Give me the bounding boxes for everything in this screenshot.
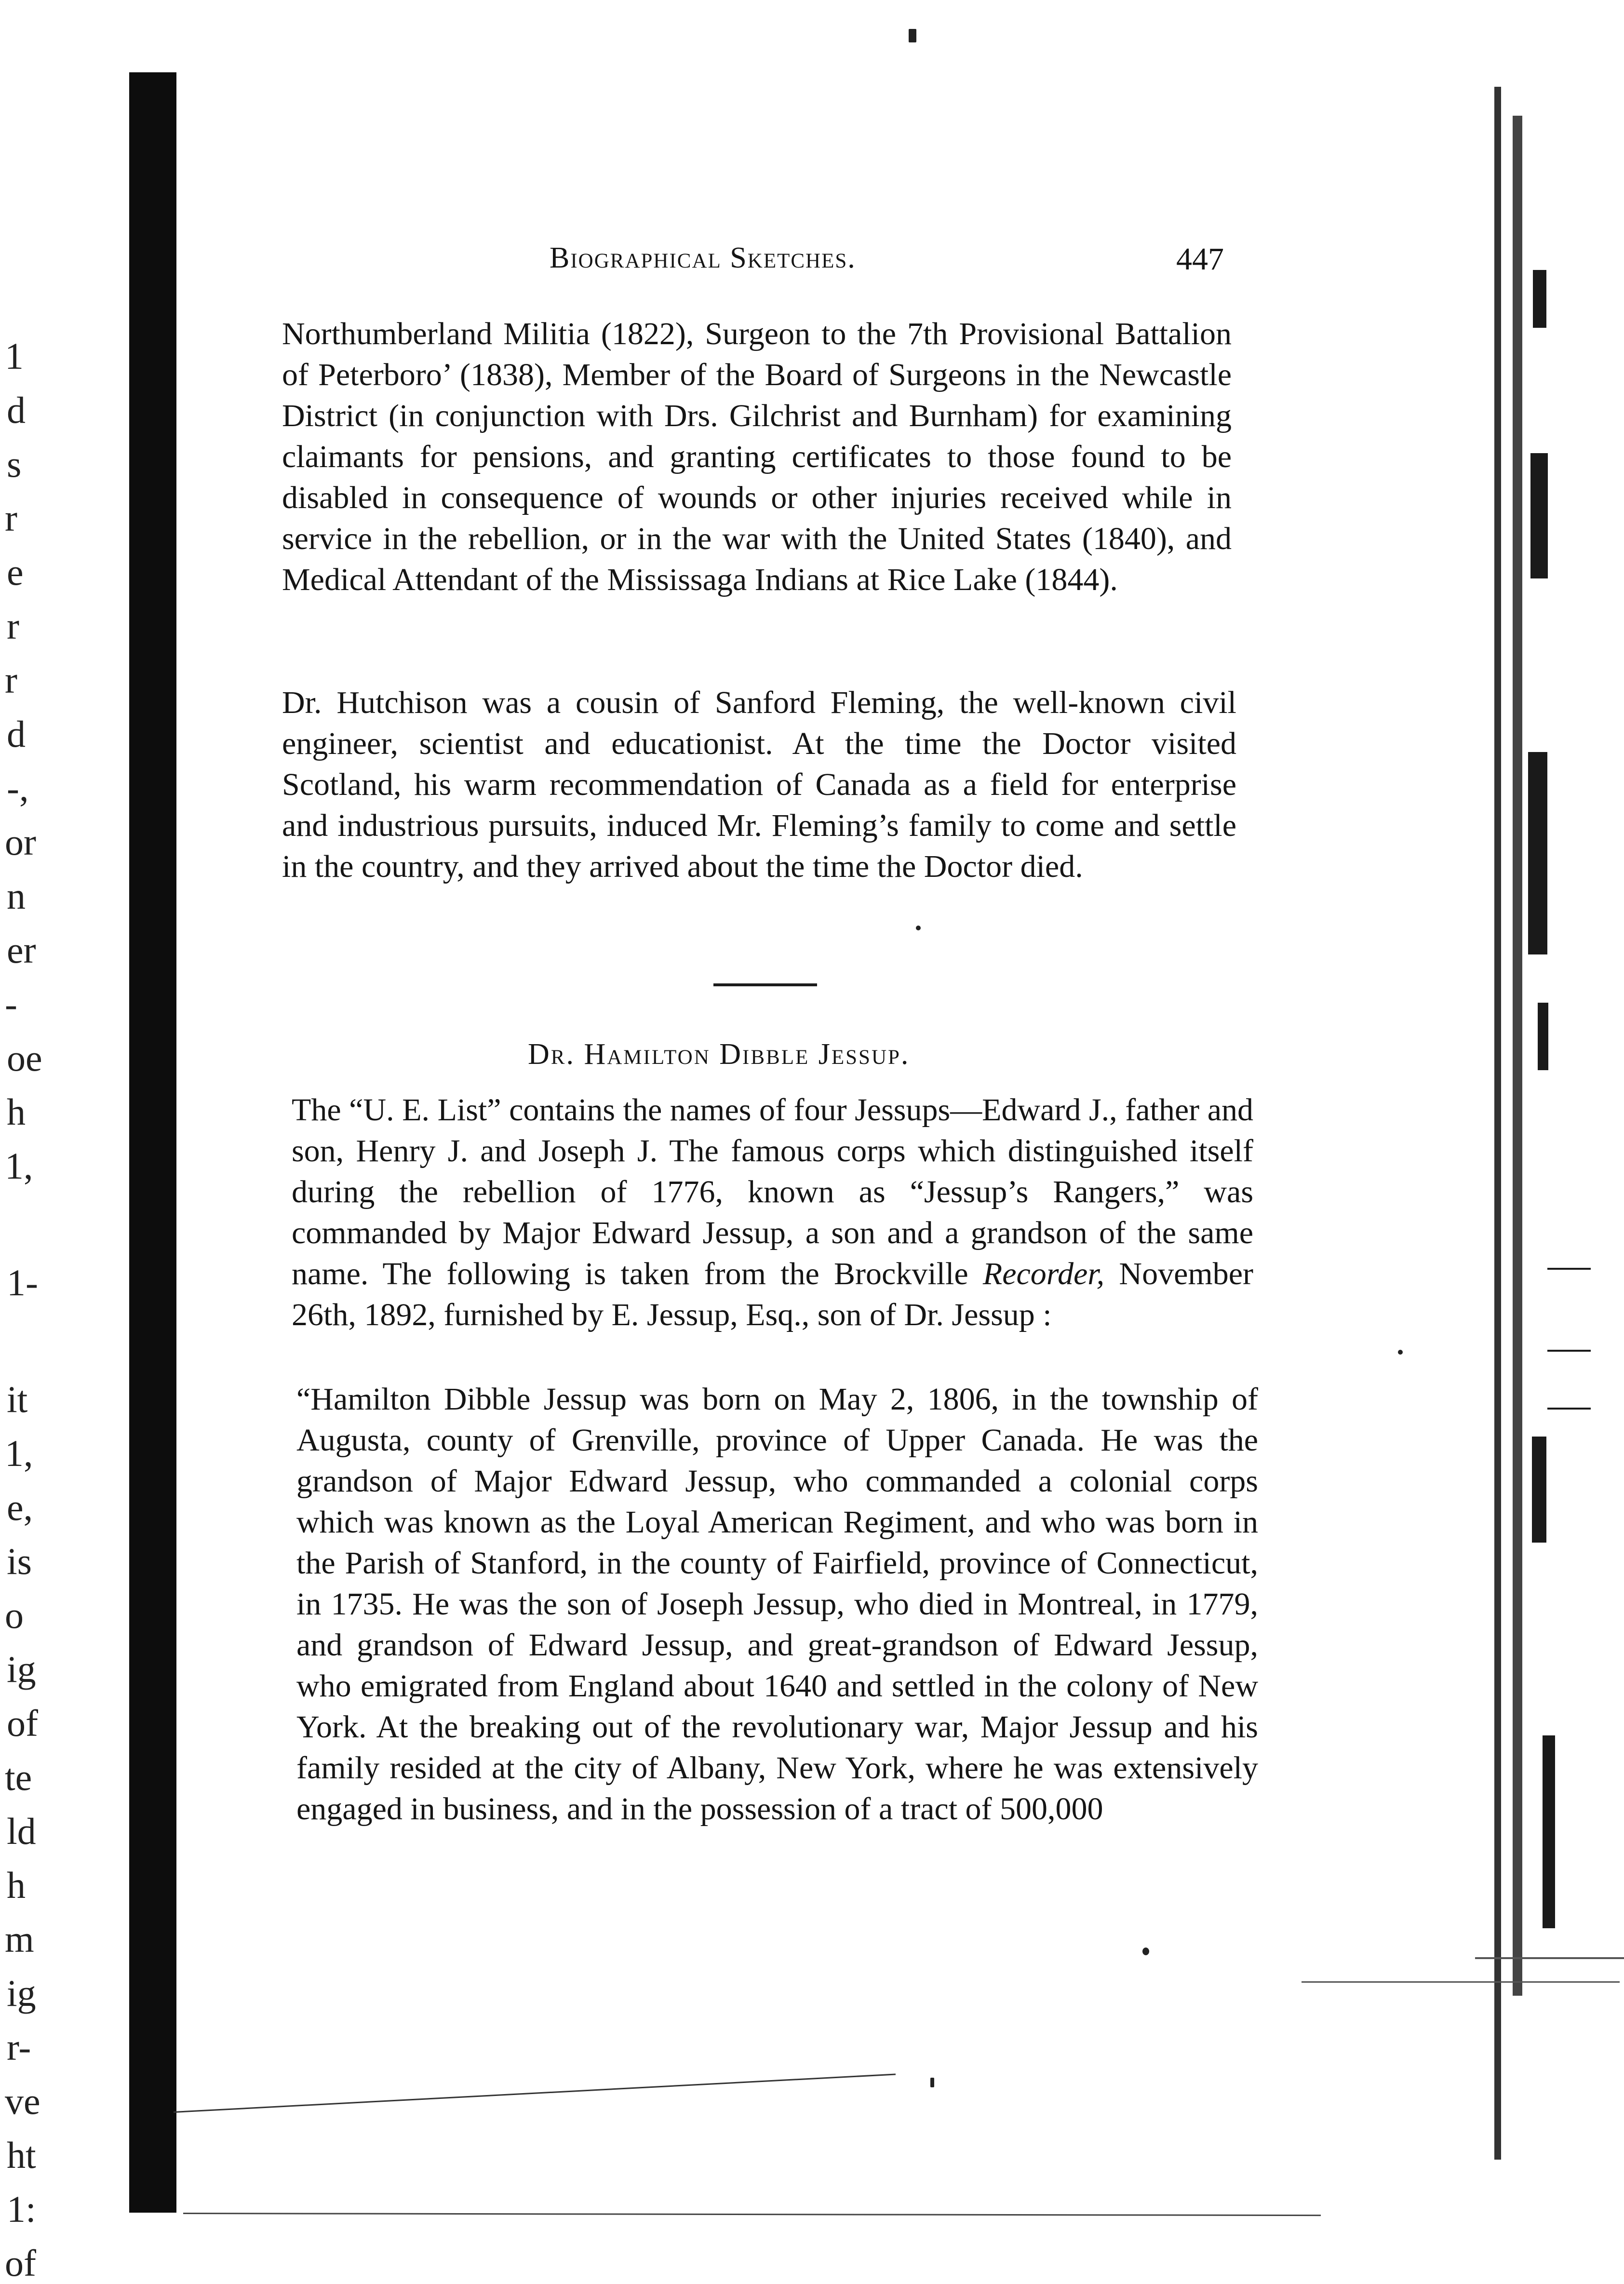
margin-fragment: h <box>7 1091 26 1133</box>
paragraph-text <box>292 1089 1253 1335</box>
margin-fragment: m <box>5 1918 34 1960</box>
paragraph-hutchison-fleming <box>282 682 1236 887</box>
right-edge-scan-noise <box>1475 87 1624 2262</box>
margin-fragment: is <box>7 1540 32 1582</box>
margin-fragment: er <box>7 929 36 971</box>
scan-speck <box>916 926 921 930</box>
margin-fragment: n <box>7 875 26 917</box>
running-title: Biographical Sketches. <box>550 242 856 274</box>
margin-fragment: 1 <box>5 335 24 377</box>
stray-scan-line <box>174 2073 896 2113</box>
margin-fragment: ig <box>7 1648 36 1690</box>
scan-speck <box>909 29 916 42</box>
scan-speck <box>1142 1948 1149 1955</box>
margin-fragment: ht <box>7 2134 36 2176</box>
margin-fragment: ig <box>7 1972 36 2014</box>
margin-fragment: te <box>5 1756 32 1798</box>
intro-text-start: The “U. E. List” contains the names of four Jessups—Edward J., father and son, Henry J. and Joseph J. The famous corps which distinguished itself during the rebellion of 1776, known as “Jessup’s Rangers,” was commanded by Major Edward Jessup, a son and a grandson of the same name. The following is taken from the Brockville <box>292 1092 1253 1291</box>
margin-fragment: -, <box>7 767 29 809</box>
margin-fragment: 1, <box>5 1432 33 1474</box>
page-number: 447 <box>1176 242 1224 277</box>
margin-fragment: ld <box>7 1810 36 1852</box>
margin-fragment: s <box>7 443 22 485</box>
newspaper-title: Recorder, <box>982 1256 1105 1291</box>
margin-fragment: d <box>7 389 26 431</box>
stray-scan-line <box>183 2213 1321 2216</box>
margin-fragment: of <box>5 2242 36 2284</box>
paragraph-text: Dr. Hutchison was a cousin of Sanford Fleming, the well-known civil engineer, scientist and educationist. At the time the Doctor visited Scotland, his warm recommendation of Canada as a field for enterprise and industrious pursuits, induced Mr. Fleming’s family to come and settle in the country, and they arrived about the time the Doctor died. <box>282 685 1236 884</box>
margin-fragment: 1, <box>5 1145 33 1187</box>
scan-speck <box>930 2078 934 2087</box>
margin-fragment: 1- <box>7 1262 38 1303</box>
margin-fragment: 1: <box>7 2188 36 2230</box>
section-heading: Dr. Hamilton Dibble Jessup. <box>528 1038 910 1071</box>
margin-fragment: - <box>5 983 17 1025</box>
paragraph-text: “Hamilton Dibble Jessup was born on May 2, 1806, in the township of Augusta, county of Grenville, province of Upper Canada. He was the grandson of Major Edward Jessup, who commanded a colonial corps which was known as the Loyal American Regiment, and who was born in the Parish of Stanford, in the county of Fairfield, province of Connecticut, in 1735. He was the son of Joseph Jessup, who died in Montreal, in 1779, and grandson of Edward Jessup, and great-grandson of Edward Jessup, who emigrated from England about 1640 and settled in the colony of New York. At the breaking out of the revolutionary war, Major Jessup and his family resided at the city of Albany, New York, where he was extensively engaged in business, and in the possession of a tract of 500,000 <box>296 1382 1258 1827</box>
paragraph-militia-appointments <box>282 313 1232 600</box>
scan-speck <box>1398 1350 1403 1355</box>
margin-fragment: d <box>7 713 26 755</box>
margin-fragment: e, <box>7 1486 33 1528</box>
facing-page-bleed <box>0 0 96 2284</box>
stray-scan-line <box>1302 1981 1620 1983</box>
margin-fragment: it <box>7 1378 28 1420</box>
margin-fragment: r <box>5 497 17 539</box>
paragraph-quoted-biography <box>296 1379 1258 1829</box>
margin-fragment: r <box>5 659 17 701</box>
margin-fragment: of <box>7 1702 38 1744</box>
margin-fragment: or <box>5 821 36 863</box>
running-head <box>550 241 856 275</box>
margin-fragment: r- <box>7 2026 31 2068</box>
binding-shadow <box>129 72 176 2213</box>
intro-text-end: November 26th, 1892, furnished by E. Jessup, Esq., son of Dr. Jessup : <box>292 1256 1253 1332</box>
section-divider-rule <box>713 983 817 986</box>
margin-fragment: ve <box>5 2080 40 2122</box>
paragraph-ue-list <box>292 1089 1253 1335</box>
margin-fragment: r <box>7 605 19 647</box>
paragraph-text: Northumberland Militia (1822), Surgeon to the 7th Provisional Battalion of Peterboro’ (1838), Member of the Board of Surgeons in the Newcastle District (in conjunction with Drs. Gilchrist and Burnham) for examining claimants for pensions, and granting certificates to those found to be disabled in consequence of wounds or other injuries received while in service in the rebellion, or in the war with the United States (1840), and Medical Attendant of the Mississaga Indians at Rice Lake (1844). <box>282 316 1232 597</box>
margin-fragment: o <box>5 1594 24 1636</box>
margin-fragment: h <box>7 1864 26 1906</box>
margin-fragment: e <box>7 551 24 593</box>
margin-fragment: oe <box>7 1037 42 1079</box>
